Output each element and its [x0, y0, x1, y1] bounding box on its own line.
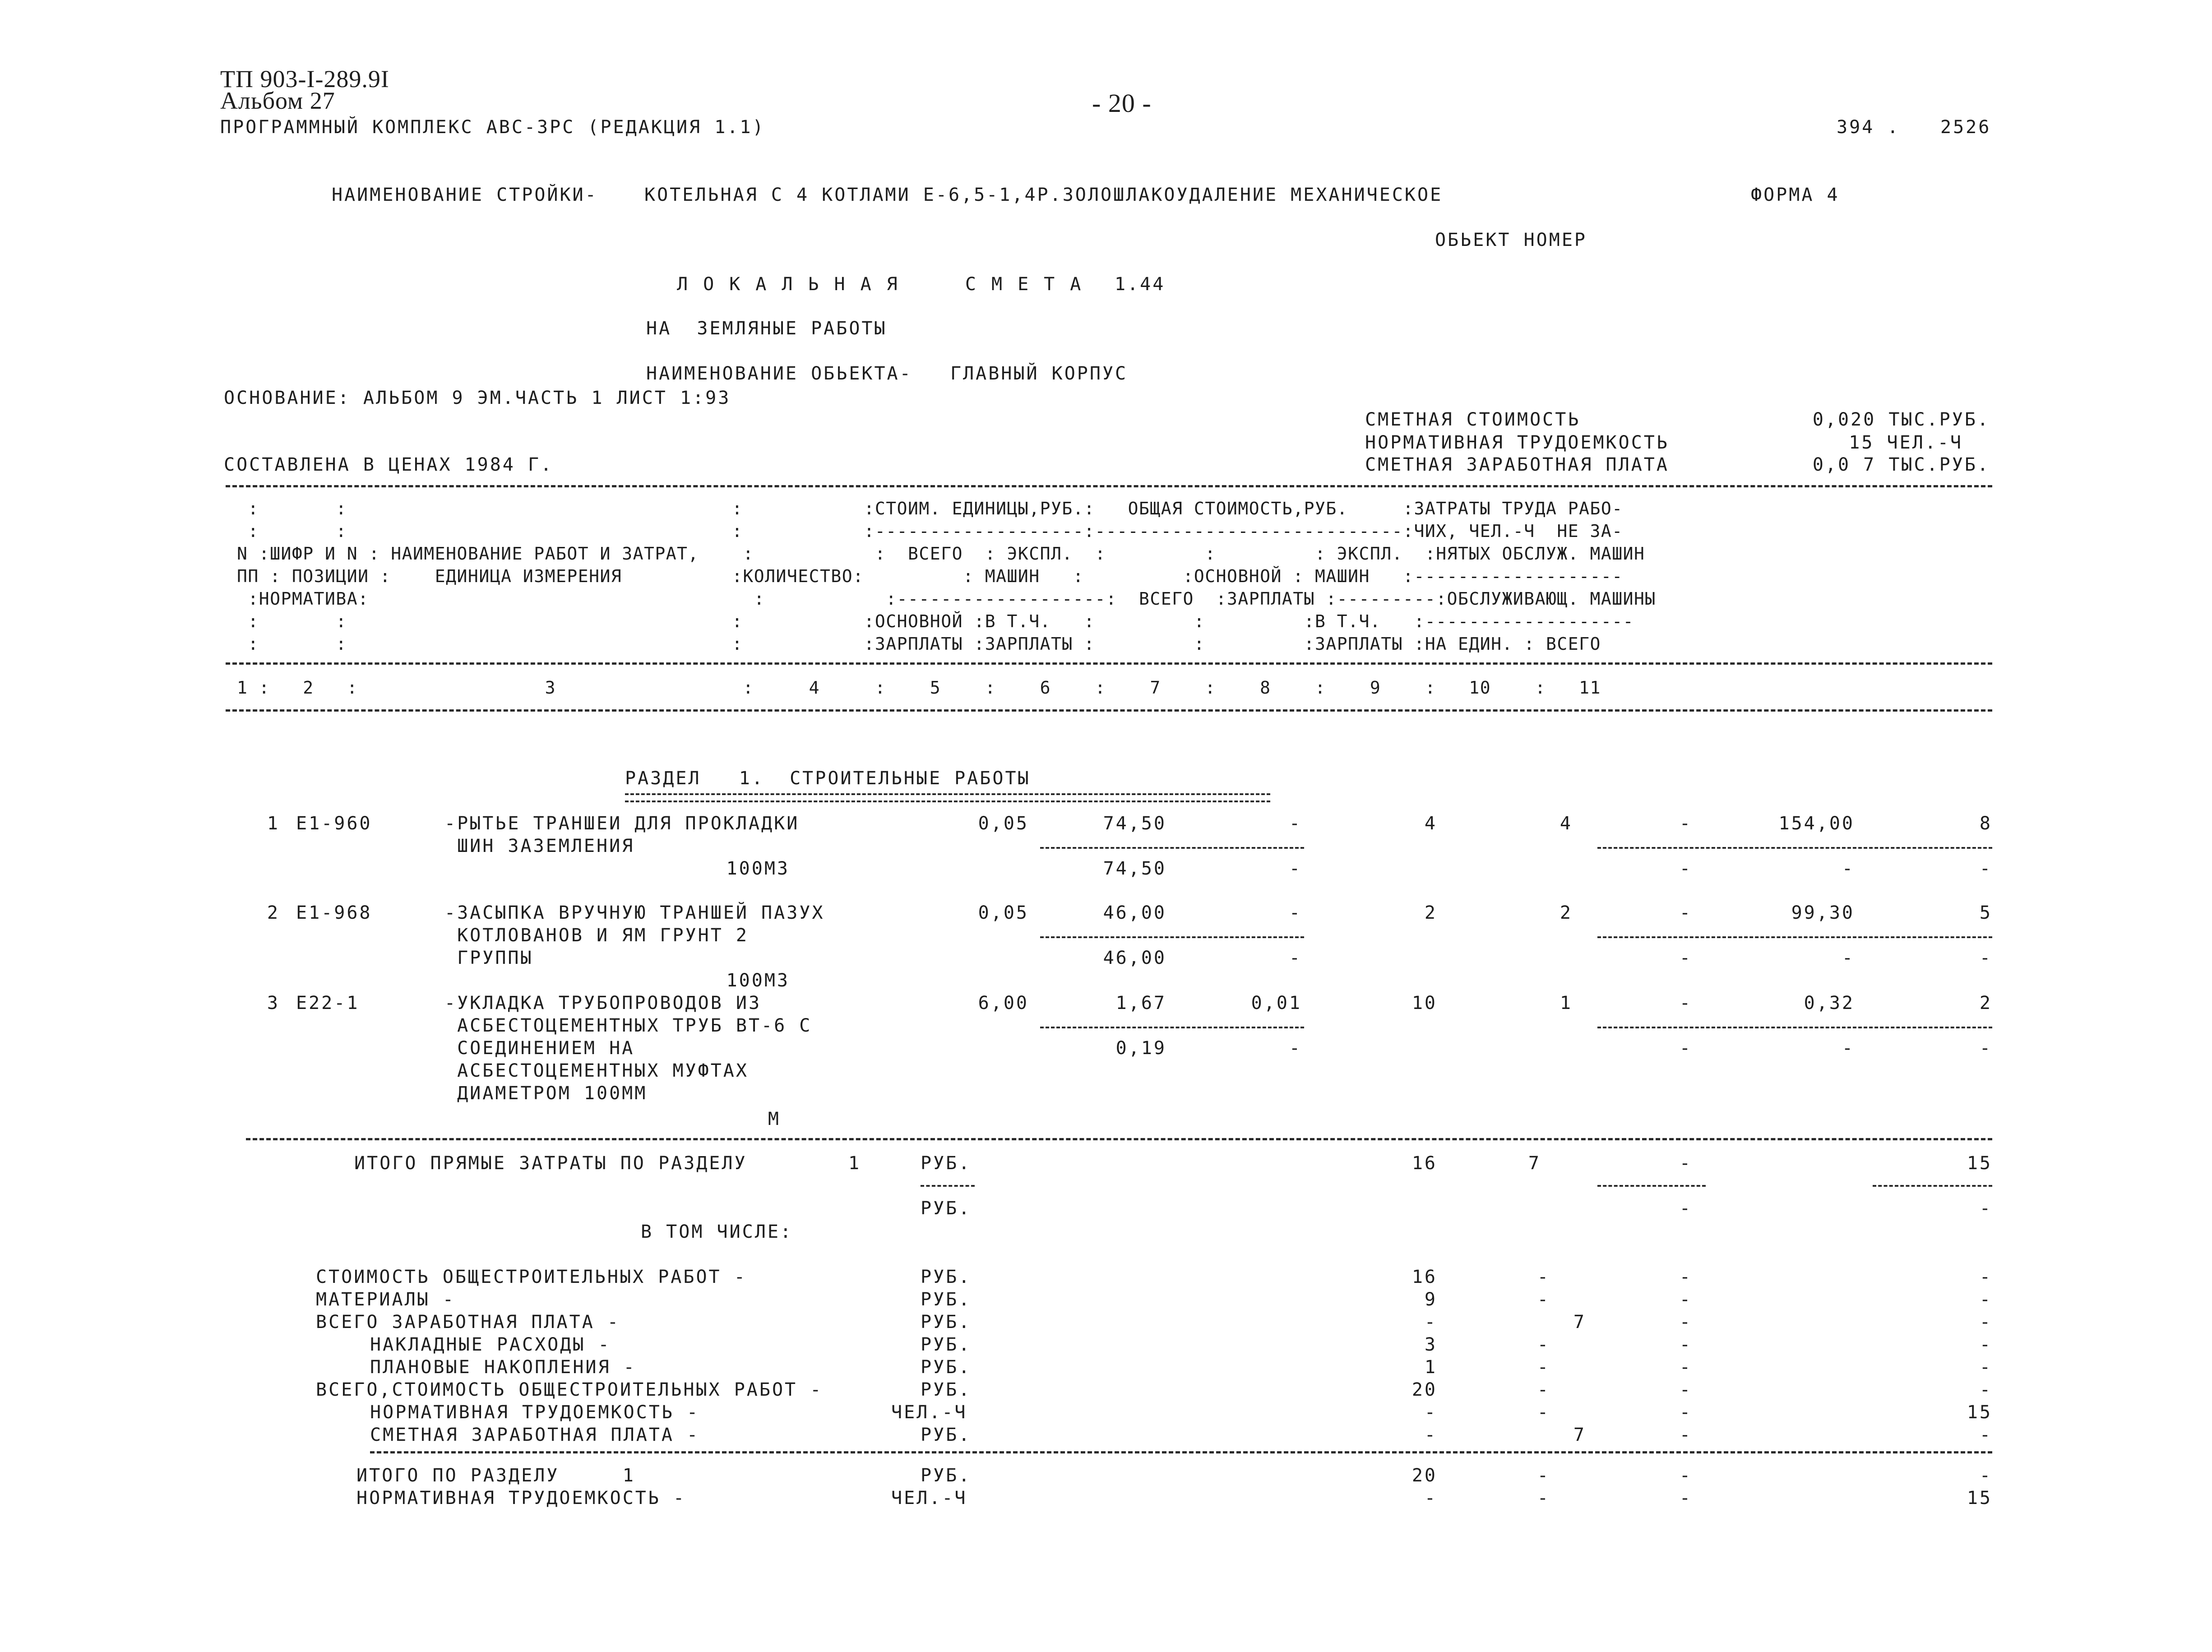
column-numbers-rule	[226, 709, 1992, 712]
breakdown-labor: -	[1979, 1357, 1992, 1378]
estimate-title: ЛОКАЛЬНАЯ СМЕТА	[677, 274, 1097, 295]
item-machines: -	[1679, 993, 1692, 1013]
item-total: 10	[1411, 993, 1437, 1013]
breakdown-total: -	[1424, 1402, 1437, 1423]
breakdown-unit: ЧЕЛ.-Ч	[891, 1402, 967, 1423]
item-wage: 2	[1560, 902, 1573, 923]
basis-label: ОСНОВАНИЕ: АЛЬБОМ 9 ЭМ.ЧАСТЬ 1 ЛИСТ 1:93	[224, 388, 731, 408]
breakdown-label: ВСЕГО,СТОИМОСТЬ ОБЩЕСТРОИТЕЛЬНЫХ РАБОТ -	[316, 1379, 823, 1400]
section-total-rule	[370, 1451, 1992, 1453]
program-label: ПРОГРАММНЫЙ КОМПЛЕКС АВС-3РС (РЕДАКЦИЯ 1.1)	[220, 117, 765, 138]
summary-labor-label: НОРМАТИВНАЯ ТРУДОЕМКОСТЬ	[1365, 432, 1669, 453]
direct-costs-machine-wage: -	[1679, 1198, 1692, 1219]
breakdown-wage: -	[1537, 1334, 1550, 1355]
breakdown-labor: 15	[1967, 1402, 1992, 1423]
item-description: -ЗАСЫПКА ВРУЧНУЮ ТРАНШЕЙ ПАЗУХ	[444, 902, 825, 923]
item-machine-wage: -	[1679, 1038, 1692, 1059]
breakdown-wage: -	[1537, 1267, 1550, 1287]
breakdown-unit: РУБ.	[921, 1357, 972, 1378]
item-unit-rule	[1040, 847, 1304, 849]
item-unit-machine-wage: -	[1289, 948, 1302, 968]
direct-costs-unit-2: РУБ.	[921, 1198, 972, 1219]
breakdown-labor: -	[1979, 1379, 1992, 1400]
summary-wage-label: СМЕТНАЯ ЗАРАБОТНАЯ ПЛАТА	[1365, 454, 1669, 475]
summary-labor-value: 15 ЧЕЛ.-Ч	[1849, 432, 1963, 453]
breakdown-wage: -	[1537, 1289, 1550, 1310]
item-description: ШИН ЗАЗЕМЛЕНИЯ	[444, 836, 635, 856]
section-total-wage: -	[1537, 1465, 1550, 1486]
item-machine-wage: -	[1679, 858, 1692, 879]
item-code: Е22-1	[296, 993, 360, 1013]
item-labor-total: 8	[1979, 813, 1992, 834]
object-name: НАИМЕНОВАНИЕ ОБЬЕКТА- ГЛАВНЫЙ КОРПУС	[646, 363, 1128, 384]
item-code: Е1-960	[296, 813, 372, 834]
direct-costs-labor: 15	[1967, 1153, 1992, 1174]
item-description: АСБЕСТОЦЕМЕНТНЫХ ТРУБ ВТ-6 С	[444, 1015, 812, 1036]
section-total-machines: -	[1679, 1488, 1692, 1509]
section-total-wage: -	[1537, 1488, 1550, 1509]
item-number: 1	[267, 813, 280, 834]
breakdown-total: 20	[1411, 1379, 1437, 1400]
direct-costs-unit: РУБ.	[921, 1153, 972, 1174]
direct-costs-operator: -	[1979, 1198, 1992, 1219]
item-description: АСБЕСТОЦЕМЕНТНЫХ МУФТАХ	[444, 1060, 749, 1081]
item-unit-machines: -	[1289, 813, 1302, 834]
item-unit: 100М3	[726, 970, 790, 991]
breakdown-labor: -	[1979, 1267, 1992, 1287]
breakdown-unit: РУБ.	[921, 1379, 972, 1400]
header-line-7: : : : :ЗАРПЛАТЫ :ЗАРПЛАТЫ : : :ЗАРПЛАТЫ :НА ЕДИН. : ВСЕГО	[237, 634, 1601, 654]
direct-costs-machines-rule	[1597, 1185, 1706, 1187]
breakdown-total: 9	[1424, 1289, 1437, 1310]
item-wage: 4	[1560, 813, 1573, 834]
item-machines: -	[1679, 902, 1692, 923]
breakdown-total: 3	[1424, 1334, 1437, 1355]
header-line-1: : : : :СТОИМ. ЕДИНИЦЫ,РУБ.: ОБЩАЯ СТОИМОСТЬ,РУБ. :ЗАТРАТЫ ТРУДА РАБО-	[237, 499, 1623, 518]
item-unit: М	[768, 1109, 781, 1129]
item-unit-total: 46,00	[1103, 902, 1166, 923]
item-labor-unit: 0,32	[1804, 993, 1855, 1013]
section-total-cost: -	[1424, 1488, 1437, 1509]
item-operator-unit: -	[1842, 948, 1855, 968]
breakdown-label: НАКЛАДНЫЕ РАСХОДЫ -	[370, 1334, 611, 1355]
item-operator-total: -	[1979, 858, 1992, 879]
breakdown-labor: -	[1979, 1312, 1992, 1333]
breakdown-label: ВСЕГО ЗАРАБОТНАЯ ПЛАТА -	[316, 1312, 620, 1333]
direct-costs-label: ИТОГО ПРЯМЫЕ ЗАТРАТЫ ПО РАЗДЕЛУ	[354, 1153, 747, 1174]
section-total-labor: -	[1979, 1465, 1992, 1486]
breakdown-unit: РУБ.	[921, 1289, 972, 1310]
estimate-number: 1.44	[1115, 274, 1166, 295]
section-total-machines: -	[1679, 1465, 1692, 1486]
item-labor-unit: 154,00	[1778, 813, 1855, 834]
direct-costs-machines: -	[1679, 1153, 1692, 1174]
item-description: -УКЛАДКА ТРУБОПРОВОДОВ ИЗ	[444, 993, 762, 1013]
summary-cost-label: СМЕТНАЯ СТОИМОСТЬ	[1365, 409, 1581, 430]
item-machines: -	[1679, 813, 1692, 834]
column-numbers: 1 : 2 : 3 : 4 : 5 : 6 : 7 : 8 : 9 : 10 : 11	[237, 678, 1601, 698]
header-line-2: : : : :-------------------:----------------------------:ЧИХ, ЧЕЛ.-Ч НЕ ЗА-	[237, 521, 1623, 541]
page-number: - 20 -	[1092, 88, 1152, 118]
breakdown-label: СТОИМОСТЬ ОБЩЕСТРОИТЕЛЬНЫХ РАБОТ -	[316, 1267, 747, 1287]
item-description: ГРУППЫ	[444, 948, 533, 968]
document-code: ТП 903-I-289.9I	[220, 65, 389, 93]
breakdown-unit: РУБ.	[921, 1312, 972, 1333]
item-total: 2	[1424, 902, 1437, 923]
breakdown-unit: РУБ.	[921, 1425, 972, 1445]
section-total-cost: 20	[1411, 1465, 1437, 1486]
item-unit-total: 74,50	[1103, 813, 1166, 834]
direct-costs-wage: 7	[1528, 1153, 1541, 1174]
item-unit-wage: 46,00	[1103, 948, 1166, 968]
item-labor-rule	[1597, 936, 1992, 938]
item-labor-rule	[1597, 847, 1992, 849]
table-top-rule	[226, 485, 1992, 487]
breakdown-label: НОРМАТИВНАЯ ТРУДОЕМКОСТЬ -	[370, 1402, 700, 1423]
breakdown-wage: 7	[1573, 1425, 1586, 1445]
breakdown-machines: -	[1679, 1425, 1692, 1445]
breakdown-label: СМЕТНАЯ ЗАРАБОТНАЯ ПЛАТА -	[370, 1425, 700, 1445]
breakdown-labor: -	[1979, 1425, 1992, 1445]
summary-cost-value: 0,020 ТЫС.РУБ.	[1812, 409, 1990, 430]
item-code: Е1-968	[296, 902, 372, 923]
section-title-underline	[625, 793, 1270, 802]
breakdown-machines: -	[1679, 1357, 1692, 1378]
breakdown-machines: -	[1679, 1334, 1692, 1355]
breakdown-machines: -	[1679, 1289, 1692, 1310]
breakdown-labor: -	[1979, 1289, 1992, 1310]
item-operator-total: -	[1979, 1038, 1992, 1059]
reference-b: 2526	[1940, 117, 1991, 138]
breakdown-total: -	[1424, 1425, 1437, 1445]
item-quantity: 0,05	[978, 813, 1029, 834]
item-number: 3	[267, 993, 280, 1013]
breakdown-labor: -	[1979, 1334, 1992, 1355]
item-wage: 1	[1560, 993, 1573, 1013]
item-unit-wage: 0,19	[1115, 1038, 1166, 1059]
direct-costs-labor-rule	[1873, 1185, 1992, 1187]
item-total: 4	[1424, 813, 1437, 834]
breakdown-total: -	[1424, 1312, 1437, 1333]
direct-costs-section-number: 1	[848, 1153, 861, 1174]
item-unit-total: 1,67	[1115, 993, 1166, 1013]
breakdown-wage: -	[1537, 1357, 1550, 1378]
header-line-5: :НОРМАТИВА: : :-------------------: ВСЕГО :ЗАРПЛАТЫ :---------:ОБСЛУЖИВАЮЩ. МАШИНЫ	[237, 589, 1656, 609]
header-line-4: ПП : ПОЗИЦИИ : ЕДИНИЦА ИЗМЕРЕНИЯ :КОЛИЧЕСТВО: : МАШИН : :ОСНОВНОЙ : МАШИН :-------------------	[237, 566, 1623, 586]
reference-a: 394 .	[1837, 117, 1900, 138]
item-unit-machines: -	[1289, 902, 1302, 923]
item-description: ДИАМЕТРОМ 100ММ	[444, 1083, 648, 1104]
breakdown-unit: РУБ.	[921, 1334, 972, 1355]
item-unit-machine-wage: -	[1289, 1038, 1302, 1059]
item-operator-total: -	[1979, 948, 1992, 968]
breakdown-wage: 7	[1573, 1312, 1586, 1333]
section-total-label: ИТОГО ПО РАЗДЕЛУ 1	[356, 1465, 635, 1486]
item-unit-rule	[1040, 936, 1304, 938]
object-number-label: ОБЬЕКТ НОМЕР	[1435, 230, 1587, 250]
works-type: НА ЗЕМЛЯНЫЕ РАБОТЫ	[646, 318, 887, 339]
section-total-labor: 15	[1967, 1488, 1992, 1509]
section-title: РАЗДЕЛ 1. СТРОИТЕЛЬНЫЕ РАБОТЫ	[625, 768, 1031, 789]
item-operator-unit: -	[1842, 1038, 1855, 1059]
form-label: ФОРМА 4	[1751, 185, 1840, 205]
breakdown-wage: -	[1537, 1379, 1550, 1400]
item-labor-total: 5	[1979, 902, 1992, 923]
summary-wage-value: 0,0 7 ТЫС.РУБ.	[1812, 454, 1990, 475]
item-unit-wage: 74,50	[1103, 858, 1166, 879]
construction-name: КОТЕЛЬНАЯ С 4 КОТЛАМИ Е-6,5-1,4Р.ЗОЛОШЛАКОУДАЛЕНИЕ МЕХАНИЧЕСКОЕ	[644, 185, 1443, 205]
item-operator-unit: -	[1842, 858, 1855, 879]
item-machine-wage: -	[1679, 948, 1692, 968]
section-total-unit: ЧЕЛ.-Ч	[891, 1488, 967, 1509]
direct-costs-total: 16	[1411, 1153, 1437, 1174]
breakdown-wage: -	[1537, 1402, 1550, 1423]
item-unit-machine-wage: -	[1289, 858, 1302, 879]
breakdown-unit: РУБ.	[921, 1267, 972, 1287]
item-quantity: 6,00	[978, 993, 1029, 1013]
section-total-label: НОРМАТИВНАЯ ТРУДОЕМКОСТЬ -	[356, 1488, 686, 1509]
breakdown-machines: -	[1679, 1379, 1692, 1400]
price-level-label: СОСТАВЛЕНА В ЦЕНАХ 1984 Г.	[224, 454, 554, 475]
breakdown-machines: -	[1679, 1312, 1692, 1333]
item-quantity: 0,05	[978, 902, 1029, 923]
item-unit: 100М3	[726, 858, 790, 879]
direct-costs-rule	[246, 1138, 1992, 1140]
item-unit-machines: 0,01	[1251, 993, 1302, 1013]
breakdown-machines: -	[1679, 1402, 1692, 1423]
item-description: -РЫТЬЕ ТРАНШЕИ ДЛЯ ПРОКЛАДКИ	[444, 813, 800, 834]
section-total-unit: РУБ.	[921, 1465, 972, 1486]
item-description: КОТЛОВАНОВ И ЯМ ГРУНТ 2	[444, 925, 749, 946]
item-description: СОЕДИНЕНИЕМ НА	[444, 1038, 635, 1059]
header-line-6: : : : :ОСНОВНОЙ :В Т.Ч. : : :В Т.Ч. :-------------------	[237, 611, 1634, 631]
breakdown-label: МАТЕРИАЛЫ -	[316, 1289, 455, 1310]
breakdown-machines: -	[1679, 1267, 1692, 1287]
including-label: В ТОМ ЧИСЛЕ:	[641, 1222, 793, 1242]
breakdown-label: ПЛАНОВЫЕ НАКОПЛЕНИЯ -	[370, 1357, 636, 1378]
item-number: 2	[267, 902, 280, 923]
album-label: Альбом 27	[220, 87, 335, 114]
item-labor-total: 2	[1979, 993, 1992, 1013]
direct-costs-unit-rule	[921, 1185, 975, 1187]
item-labor-unit: 99,30	[1791, 902, 1855, 923]
header-line-3: N :ШИФР И N : НАИМЕНОВАНИЕ РАБОТ И ЗАТРАТ, : : ВСЕГО : ЭКСПЛ. : : : ЭКСПЛ. :НЯТЫХ ОБСЛУЖ. МАШИН	[237, 544, 1645, 564]
item-labor-rule	[1597, 1027, 1992, 1028]
item-unit-rule	[1040, 1027, 1304, 1028]
breakdown-total: 1	[1424, 1357, 1437, 1378]
breakdown-total: 16	[1411, 1267, 1437, 1287]
header-bottom-rule	[226, 662, 1992, 665]
construction-label: НАИМЕНОВАНИЕ СТРОЙКИ-	[332, 185, 598, 205]
